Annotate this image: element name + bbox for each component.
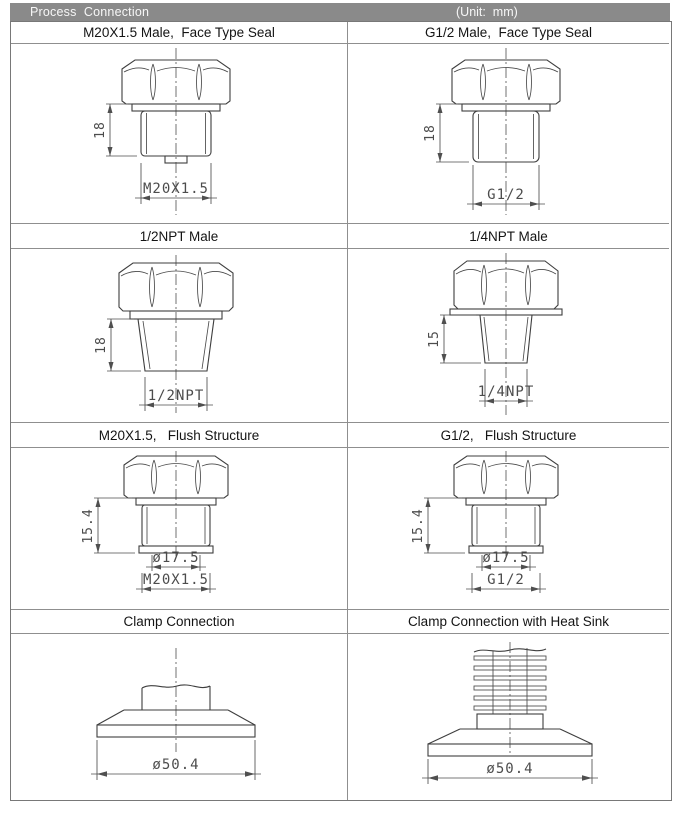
panel-title-m20-flush: M20X1.5, Flush Structure [11,423,348,448]
dim-label-thread: M20X1.5 [142,572,210,588]
panel-drawing-m20-flush [11,448,348,610]
dim-label-thread: 1/4NPT [477,384,535,400]
dim-label-thread: 1/2NPT [147,388,205,404]
dim-label-height: 18 [423,124,438,142]
drawing-m20-face-seal [11,44,347,224]
drawing-clamp [11,634,347,800]
dim-label-height: 15 [427,330,442,348]
panel-title-clamp-heatsink: Clamp Connection with Heat Sink [348,610,669,634]
dim-label-diameter: ø17.5 [482,550,530,566]
dim-label-thread: G1/2 [487,572,525,588]
dim-label-thread: G1/2 [487,187,525,203]
dim-label-height: 15.4 [81,508,96,544]
panel-title-14npt: 1/4NPT Male [348,224,669,249]
panel-drawing-g12-flush [348,448,669,610]
spec-table [10,21,672,801]
drawing-clamp-heatsink [348,634,669,800]
dim-label-diameter: ø50.4 [486,761,534,777]
dim-label-diameter: ø17.5 [152,550,200,566]
drawing-m20-flush [11,448,347,610]
panel-title-g12-face-seal: G1/2 Male, Face Type Seal [348,22,669,44]
panel-drawing-14npt [348,249,669,423]
panel-drawing-clamp-heatsink [348,634,669,800]
dim-label-height: 18 [93,121,108,139]
panel-drawing-clamp [11,634,348,800]
panel-drawing-g12-face-seal [348,44,669,224]
dim-label-diameter: ø50.4 [152,757,200,773]
dim-label-height: 18 [94,336,109,354]
panel-drawing-m20-face-seal [11,44,348,224]
dim-label-thread: M20X1.5 [142,181,210,197]
panel-drawing-12npt [11,249,348,423]
panel-title-m20-face-seal: M20X1.5 Male, Face Type Seal [11,22,348,44]
panel-title-clamp: Clamp Connection [11,610,348,634]
panel-title-g12-flush: G1/2, Flush Structure [348,423,669,448]
header-bar [10,3,670,21]
drawing-g12-flush [348,448,669,610]
dim-label-height: 15.4 [411,508,426,544]
header-title: Process Connection [30,5,150,19]
panel-title-12npt: 1/2NPT Male [11,224,348,249]
drawing-g12-face-seal [348,44,669,224]
header-unit-label: (Unit: mm) [456,5,518,19]
drawing-14npt [348,249,669,423]
drawing-12npt [11,249,347,423]
